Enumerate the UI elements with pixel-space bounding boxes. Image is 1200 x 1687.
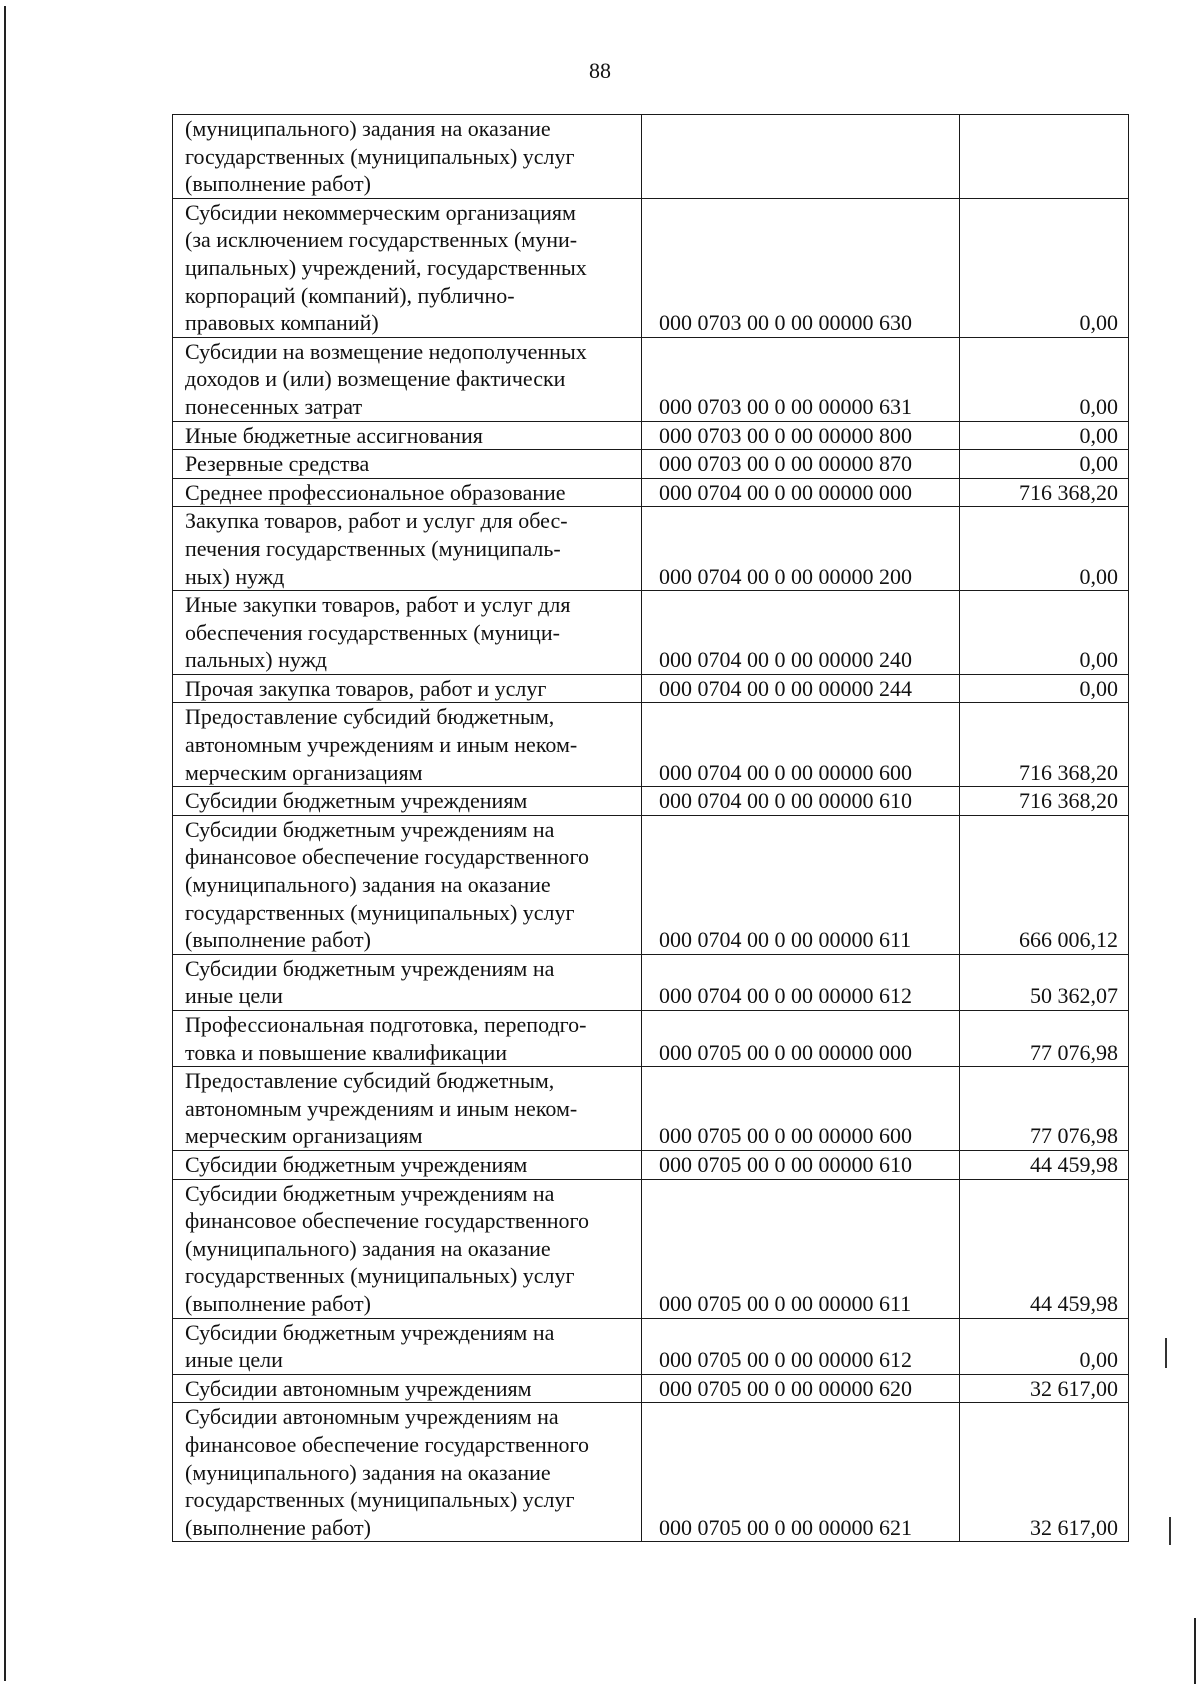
row-amount-cell: 716 368,20 (960, 478, 1129, 507)
row-name-cell: Среднее профессиональное образование (173, 478, 642, 507)
row-name-cell: Субсидии бюджетным учреждениям (173, 787, 642, 816)
row-name-cell: Субсидии бюджетным учреждениям на иные цели (173, 1318, 642, 1374)
row-amount-cell: 44 459,98 (960, 1179, 1129, 1318)
table-row (173, 450, 1129, 479)
table-row (173, 1374, 1129, 1403)
row-code-cell: 000 0704 00 0 00 00000 600 (642, 703, 960, 787)
table-row (173, 1067, 1129, 1151)
row-code-cell: 000 0705 00 0 00 00000 610 (642, 1150, 960, 1179)
row-amount-cell: 0,00 (960, 591, 1129, 675)
row-amount-cell: 0,00 (960, 198, 1129, 337)
row-amount-cell: 0,00 (960, 1318, 1129, 1374)
row-name-cell: Прочая закупка товаров, работ и услуг (173, 674, 642, 703)
row-code-cell: 000 0704 00 0 00 00000 610 (642, 787, 960, 816)
row-name-cell: Субсидии бюджетным учреждениям (173, 1150, 642, 1179)
row-amount-cell: 0,00 (960, 674, 1129, 703)
table-row (173, 1179, 1129, 1318)
row-code-cell: 000 0705 00 0 00 00000 621 (642, 1403, 960, 1542)
row-name-cell: Профессиональная подготовка, переподго- товка и повышение квалификации (173, 1011, 642, 1067)
scan-edge-right (1194, 1618, 1196, 1684)
row-amount-cell: 0,00 (960, 450, 1129, 479)
row-code-cell: 000 0705 00 0 00 00000 600 (642, 1067, 960, 1151)
table-row (173, 591, 1129, 675)
row-name-cell: Субсидии бюджетным учреждениям на финансовое обеспечение государственного (муниципального) задания на оказание государственных (муниципальных) услуг (выполнение работ) (173, 1179, 642, 1318)
table-row (173, 115, 1129, 199)
row-name-cell: (муниципального) задания на оказание государственных (муниципальных) услуг (выполнение работ) (173, 115, 642, 199)
row-name-cell: Предоставление субсидий бюджетным, автономным учреждениям и иным неком- мерческим организациям (173, 703, 642, 787)
row-code-cell: 000 0703 00 0 00 00000 630 (642, 198, 960, 337)
row-name-cell: Субсидии бюджетным учреждениям на финансовое обеспечение государственного (муниципального) задания на оказание государственных (муниципальных) услуг (выполнение работ) (173, 815, 642, 954)
table-row (173, 1318, 1129, 1374)
row-amount-cell (960, 115, 1129, 199)
table-row (173, 198, 1129, 337)
row-name-cell: Резервные средства (173, 450, 642, 479)
row-amount-cell: 32 617,00 (960, 1374, 1129, 1403)
row-code-cell: 000 0704 00 0 00 00000 000 (642, 478, 960, 507)
row-code-cell: 000 0703 00 0 00 00000 870 (642, 450, 960, 479)
table-body (173, 115, 1129, 1542)
row-amount-cell: 666 006,12 (960, 815, 1129, 954)
row-amount-cell: 0,00 (960, 337, 1129, 421)
row-amount-cell: 0,00 (960, 507, 1129, 591)
table-row (173, 1150, 1129, 1179)
row-amount-cell: 77 076,98 (960, 1011, 1129, 1067)
row-amount-cell: 44 459,98 (960, 1150, 1129, 1179)
scan-artifact-mark (1169, 1517, 1171, 1545)
row-amount-cell: 716 368,20 (960, 703, 1129, 787)
row-name-cell: Субсидии бюджетным учреждениям на иные цели (173, 954, 642, 1010)
row-code-cell (642, 115, 960, 199)
row-amount-cell: 50 362,07 (960, 954, 1129, 1010)
table-row (173, 1011, 1129, 1067)
row-code-cell: 000 0704 00 0 00 00000 612 (642, 954, 960, 1010)
table-row (173, 815, 1129, 954)
scan-edge-left (4, 6, 6, 1681)
budget-table (172, 114, 1129, 1542)
row-name-cell: Субсидии автономным учреждениям на финансовое обеспечение государственного (муниципального) задания на оказание государственных (муниципальных) услуг (выполнение работ) (173, 1403, 642, 1542)
row-code-cell: 000 0705 00 0 00 00000 612 (642, 1318, 960, 1374)
row-name-cell: Субсидии на возмещение недополученных доходов и (или) возмещение фактически понесенных затрат (173, 337, 642, 421)
row-name-cell: Иные бюджетные ассигнования (173, 421, 642, 450)
table-row (173, 674, 1129, 703)
row-amount-cell: 0,00 (960, 421, 1129, 450)
row-name-cell: Субсидии некоммерческим организациям (за исключением государственных (муни- ципальных) учреждений, государственных корпораций (компаний), публично- правовых компаний) (173, 198, 642, 337)
row-code-cell: 000 0704 00 0 00 00000 240 (642, 591, 960, 675)
table-row (173, 507, 1129, 591)
scan-artifact-mark (1165, 1338, 1167, 1368)
row-code-cell: 000 0703 00 0 00 00000 800 (642, 421, 960, 450)
row-code-cell: 000 0705 00 0 00 00000 000 (642, 1011, 960, 1067)
row-amount-cell: 77 076,98 (960, 1067, 1129, 1151)
row-code-cell: 000 0704 00 0 00 00000 244 (642, 674, 960, 703)
row-code-cell: 000 0705 00 0 00 00000 620 (642, 1374, 960, 1403)
table-row (173, 478, 1129, 507)
page-number: 88 (589, 58, 611, 83)
row-code-cell: 000 0703 00 0 00 00000 631 (642, 337, 960, 421)
row-amount-cell: 716 368,20 (960, 787, 1129, 816)
table-row (173, 787, 1129, 816)
table-row (173, 954, 1129, 1010)
row-name-cell: Субсидии автономным учреждениям (173, 1374, 642, 1403)
table-row (173, 703, 1129, 787)
row-name-cell: Иные закупки товаров, работ и услуг для обеспечения государственных (муници- пальных) нужд (173, 591, 642, 675)
row-amount-cell: 32 617,00 (960, 1403, 1129, 1542)
row-name-cell: Закупка товаров, работ и услуг для обес- печения государственных (муниципаль- ных) нужд (173, 507, 642, 591)
table-row (173, 1403, 1129, 1542)
row-name-cell: Предоставление субсидий бюджетным, автономным учреждениям и иным неком- мерческим организациям (173, 1067, 642, 1151)
row-code-cell: 000 0705 00 0 00 00000 611 (642, 1179, 960, 1318)
table-row (173, 421, 1129, 450)
row-code-cell: 000 0704 00 0 00 00000 200 (642, 507, 960, 591)
table-row (173, 337, 1129, 421)
row-code-cell: 000 0704 00 0 00 00000 611 (642, 815, 960, 954)
